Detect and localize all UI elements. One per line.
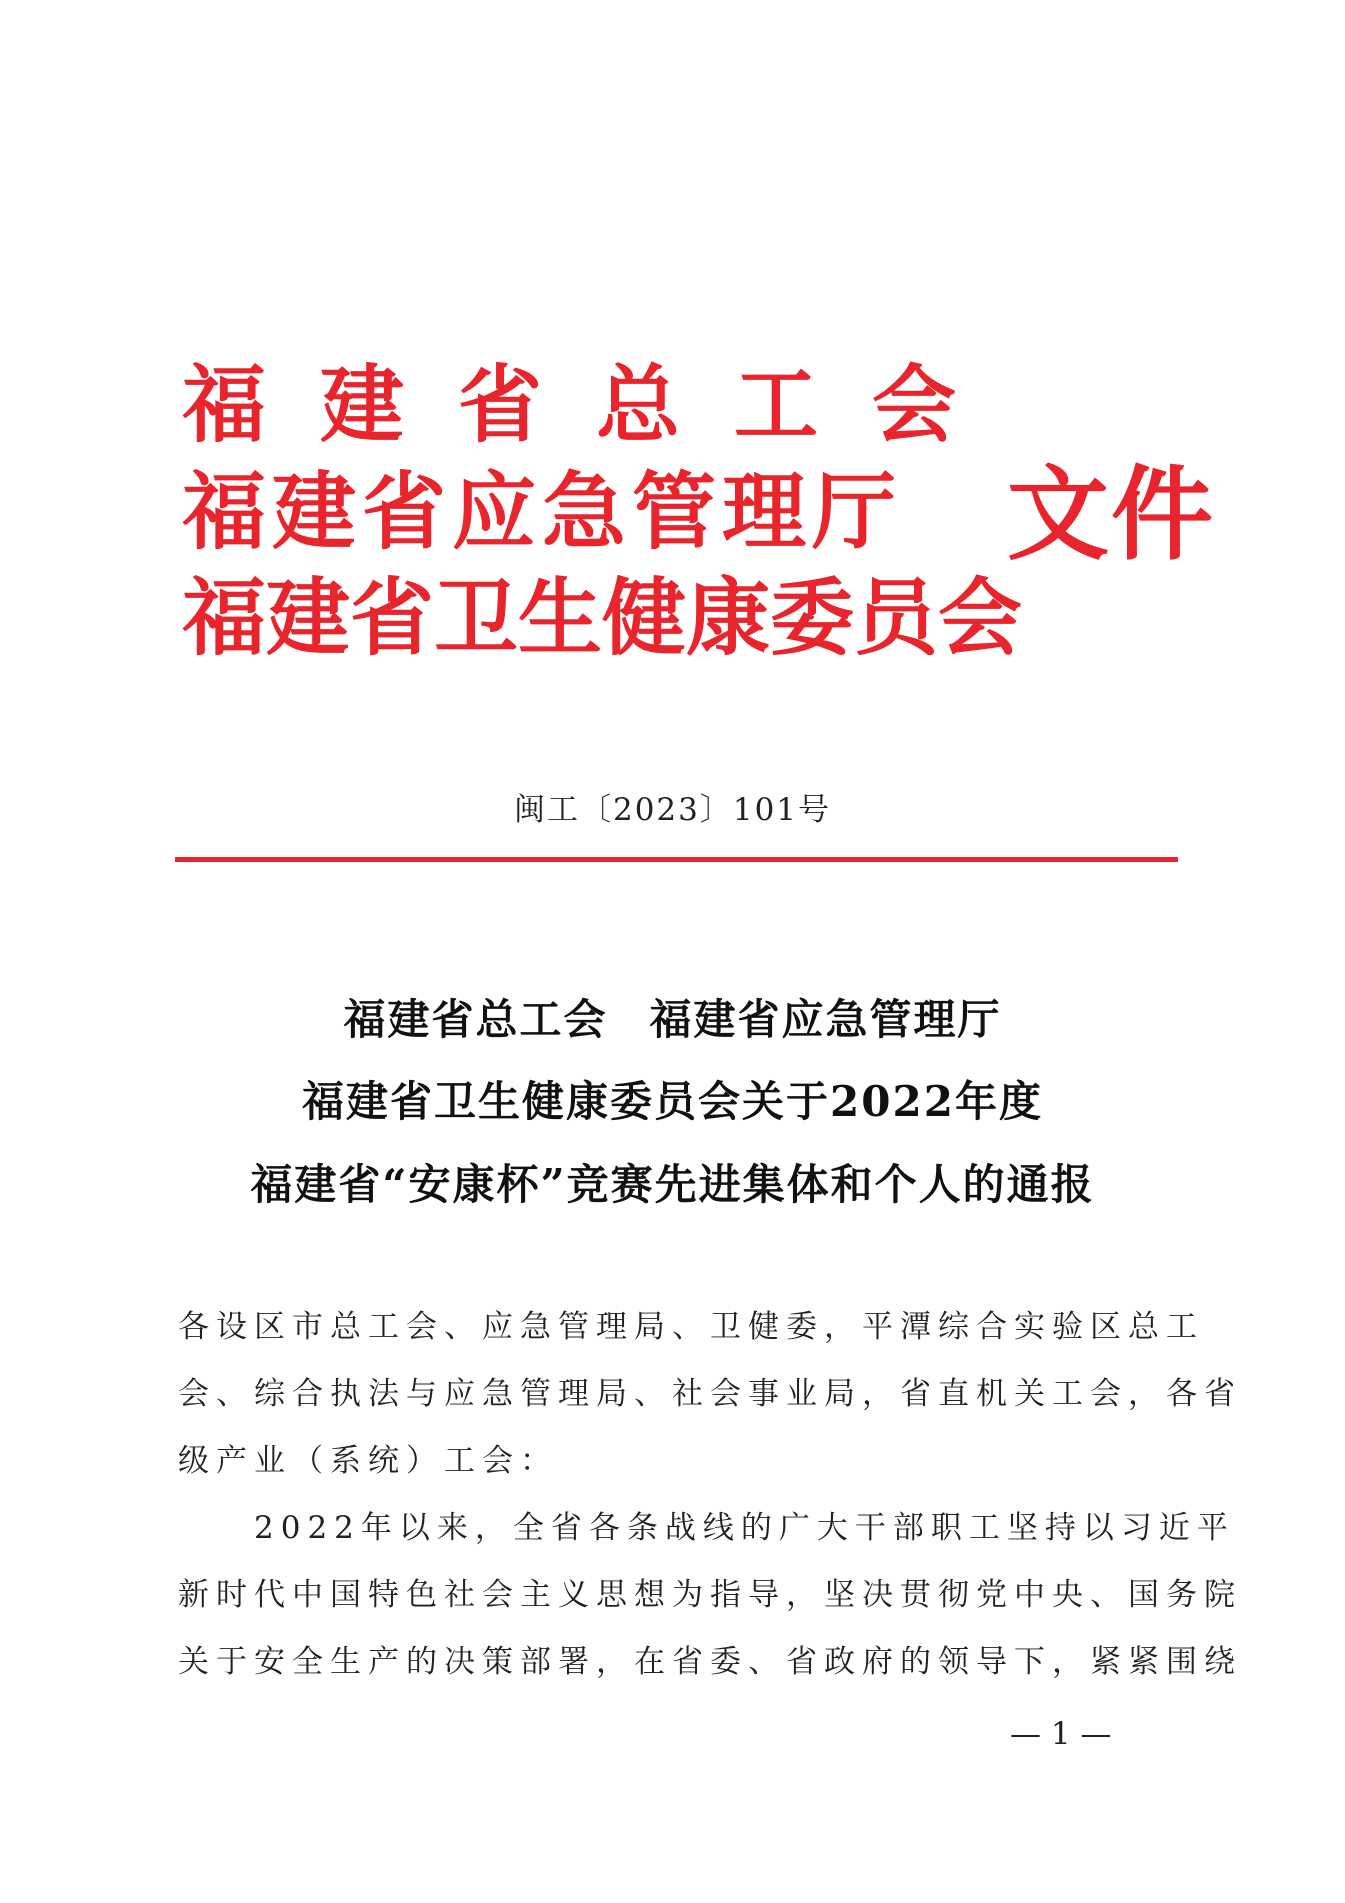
body-line: 2022年以来，全省各条战线的广大干部职工坚持以习近平	[178, 1510, 1235, 1546]
document-suffix: 文件	[1007, 455, 1215, 575]
document-title-line-2: 福建省卫生健康委员会关于2022年度	[302, 1077, 1043, 1126]
document-number: 闽工〔2023〕101号	[513, 792, 832, 828]
body-line: 级产业（系统）工会：	[178, 1443, 558, 1479]
red-divider-rule	[175, 857, 1178, 862]
issuer-health-commission: 福建省卫生健康委员会	[182, 568, 1023, 667]
body-line: 会、综合执法与应急管理局、社会事业局，省直机关工会，各省	[178, 1376, 1242, 1412]
body-line: 各设区市总工会、应急管理局、卫健委，平潭综合实验区总工	[178, 1309, 1204, 1345]
issuer-emergency-management-department: 福建省应急管理厅	[182, 462, 903, 561]
issuer-block	[182, 355, 1215, 667]
body-line: 关于安全生产的决策部署，在省委、省政府的领导下，紧紧围绕	[178, 1644, 1242, 1680]
issuer-federation-of-trade-unions: 福建省总工会	[182, 355, 1011, 454]
document-title-line-1	[0, 995, 1345, 1045]
document-title-line-3: 福建省“安康杯”竞赛先进集体和个人的通报	[250, 1160, 1095, 1209]
title-issuer-1: 福建省总工会	[343, 995, 608, 1044]
body-line: 新时代中国特色社会主义思想为指导，坚决贯彻党中央、国务院	[178, 1577, 1242, 1613]
title-issuer-2: 福建省应急管理厅	[649, 995, 1002, 1044]
page-number: — 1 —	[1010, 1716, 1112, 1752]
